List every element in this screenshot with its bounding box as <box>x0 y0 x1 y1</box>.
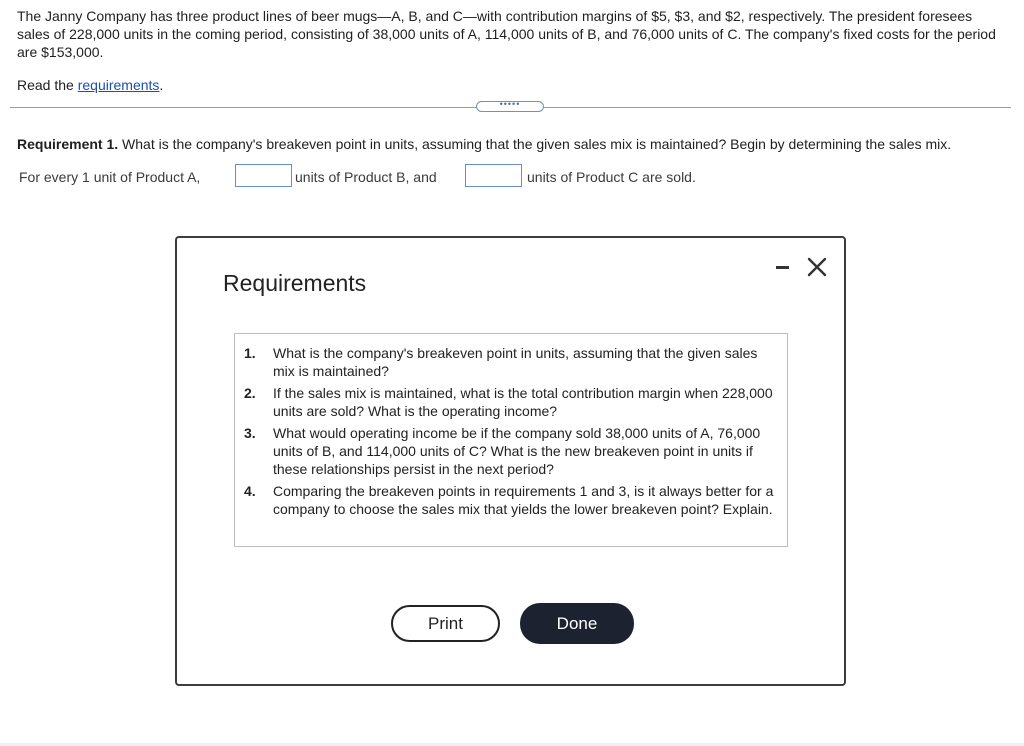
requirement-text: If the sales mix is maintained, what is the total contribution margin when 228,000 units are sold? What is the operating income? <box>273 385 773 419</box>
done-button[interactable]: Done <box>520 603 634 644</box>
read-requirements-suffix: . <box>159 77 164 93</box>
sales-mix-text-c: units of Product C are sold. <box>527 169 696 185</box>
requirements-dialog <box>175 236 846 686</box>
requirements-link[interactable]: requirements <box>77 77 160 93</box>
requirement-1-label: Requirement 1. <box>17 136 119 152</box>
requirement-number: 3. <box>244 425 256 441</box>
requirement-text: What is the company's breakeven point in units, assuming that the given sales mix is maintained? <box>273 345 758 379</box>
collapse-handle[interactable] <box>476 101 544 112</box>
close-icon[interactable] <box>807 257 827 277</box>
requirement-text: Comparing the breakeven points in requirements 1 and 3, is it always better for a company to choose the sales mix that yields the lower breakeven point? Explain. <box>273 483 774 517</box>
requirement-number: 1. <box>244 345 256 361</box>
dialog-title: Requirements <box>223 270 367 296</box>
product-b-units-input[interactable] <box>235 164 292 187</box>
read-requirements-line <box>17 76 163 94</box>
requirement-number: 4. <box>244 483 256 499</box>
requirement-number: 2. <box>244 385 256 401</box>
product-c-units-input[interactable] <box>465 164 522 187</box>
problem-statement: The Janny Company has three product lines of beer mugs—A, B, and C—with contribution margins of $5, $3, and $2, respectively. The president foresees sales of 228,000 units in the coming period, consisting of 38,000 units of A, 114,000 units of B, and 76,000 units of C. The company's fixed costs for the period are $153,000. <box>17 8 996 60</box>
requirement-1-question: What is the company's breakeven point in units, assuming that the given sales mix is maintained? Begin by determining the sales mix. <box>118 136 952 152</box>
requirement-text: What would operating income be if the company sold 38,000 units of A, 76,000 units of B, and 114,000 units of C? What is the new breakeven point in units if these relationships persist in the next period? <box>273 425 761 477</box>
print-button[interactable]: Print <box>391 605 500 642</box>
sales-mix-text-b: units of Product B, and <box>295 169 437 185</box>
list-item <box>244 344 778 380</box>
minimize-icon[interactable] <box>776 257 791 275</box>
list-item <box>244 384 778 420</box>
requirements-list-box <box>234 333 788 547</box>
read-requirements-prefix: Read the <box>17 77 78 93</box>
requirement-1-prompt <box>17 135 951 153</box>
list-item <box>244 482 778 518</box>
list-item <box>244 424 778 478</box>
collapse-handle-dots: ••••• <box>499 99 521 109</box>
sales-mix-text-a: For every 1 unit of Product A, <box>19 169 201 185</box>
requirements-list <box>244 344 778 522</box>
